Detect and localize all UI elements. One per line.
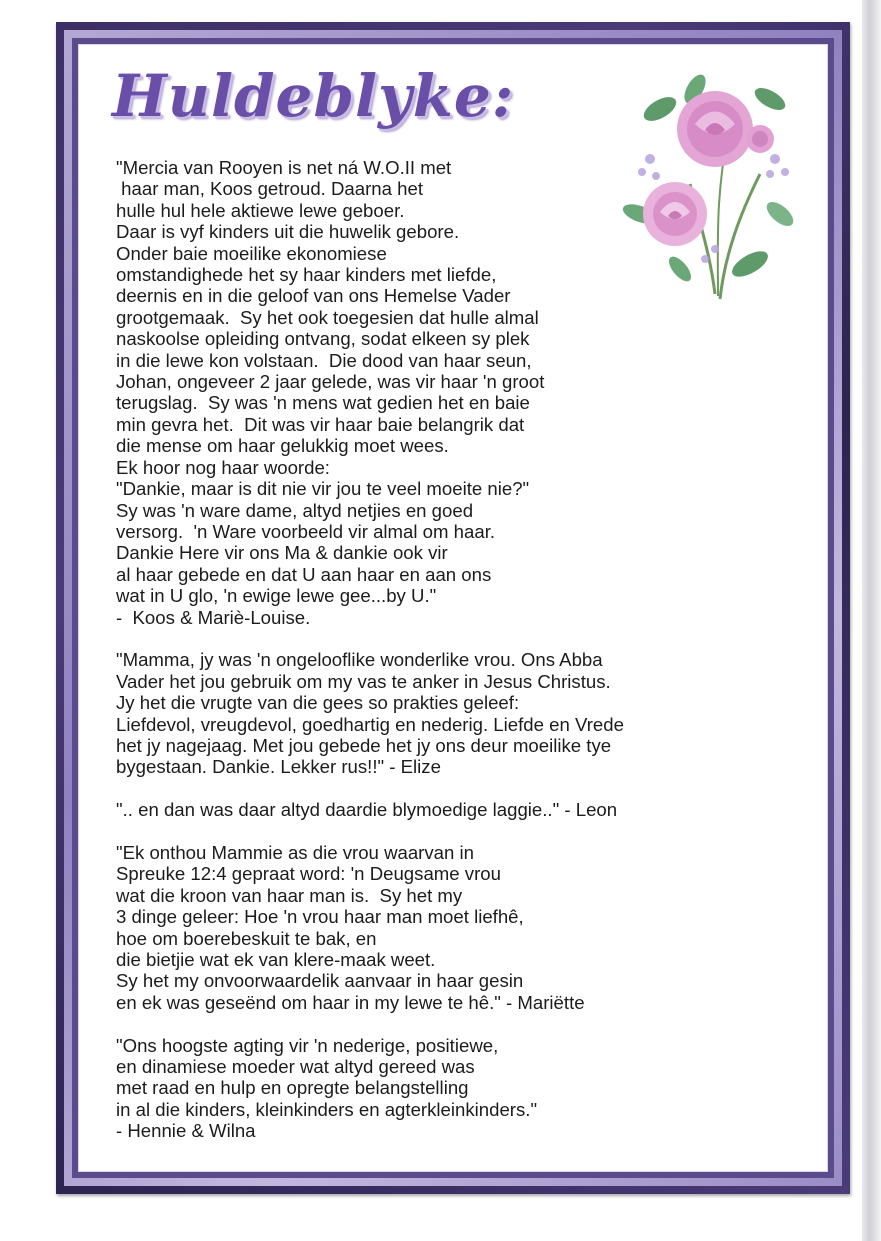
text-line: die bietjie wat ek van klere-maak weet. bbox=[116, 948, 436, 970]
text-line: Sy het my onvoorwaardelik aanvaar in haar gesin bbox=[116, 970, 524, 992]
text-line: - Hennie & Wilna bbox=[116, 1120, 256, 1142]
text-line: ".. en dan was daar altyd daardie blymoedige laggie.." - Leon bbox=[116, 799, 618, 821]
text-line: "Ek onthou Mammie as die vrou waarvan in bbox=[116, 841, 474, 863]
text-line: die mense om haar gelukkig moet wees. bbox=[116, 435, 449, 457]
text-line: versorg. 'n Ware voorbeeld vir almal om haar. bbox=[116, 520, 496, 542]
text-line: wat in U glo, 'n ewige lewe gee...by U." bbox=[116, 585, 437, 607]
tribute-koos-marie-louise bbox=[116, 157, 796, 628]
tribute-leon bbox=[116, 799, 796, 820]
paragraph-gap bbox=[116, 628, 796, 649]
text-line: Ek hoor nog haar woorde: bbox=[116, 456, 330, 478]
text-line: naskoolse opleiding ontvang, sodat elkeen sy plek bbox=[116, 328, 530, 350]
text-line: Liefdevol, vreugdevol, goedhartig en nederig. Liefde en Vrede bbox=[116, 713, 624, 735]
text-line: Sy was 'n ware dame, altyd netjies en goed bbox=[116, 499, 474, 521]
text-line: en dinamiese moeder wat altyd gereed was bbox=[116, 1056, 475, 1077]
text-line: Dankie Here vir ons Ma & dankie ook vir bbox=[116, 542, 448, 564]
text-line: en ek was geseënd om haar in my lewe te hê." - Mariëtte bbox=[116, 991, 585, 1013]
paragraph-gap bbox=[116, 778, 796, 799]
text-line: het jy nagejaag. Met jou gebede het jy ons deur moeilike tye bbox=[116, 734, 612, 756]
text-line: Onder baie moeilike ekonomiese bbox=[116, 242, 387, 264]
text-line: "Dankie, maar is dit nie vir jou te veel moeite nie?" bbox=[116, 478, 530, 500]
text-line: 3 dinge geleer: Hoe 'n vrou haar man moet liefhê, bbox=[116, 906, 524, 928]
page-edge bbox=[862, 0, 881, 1241]
text-line: "Ons hoogste agting vir 'n nederige, positiewe, bbox=[116, 1034, 499, 1056]
text-line: bygestaan. Dankie. Lekker rus!!" - Elize bbox=[116, 756, 441, 778]
text-line: omstandighede het sy haar kinders met liefde, bbox=[116, 264, 497, 286]
text-line: Spreuke 12:4 gepraat word: 'n Deugsame vrou bbox=[116, 863, 501, 885]
paragraph-gap bbox=[116, 821, 796, 842]
page-title: Huldeblyke: bbox=[112, 62, 515, 130]
tribute-hennie-wilna bbox=[116, 1035, 796, 1142]
tribute-elize bbox=[116, 649, 796, 777]
text-line: "Mamma, jy was 'n ongelooflike wonderlike vrou. Ons Abba bbox=[116, 649, 603, 671]
text-line: al haar gebede en dat U aan haar en aan ons bbox=[116, 563, 492, 585]
text-line: hoe om boerebeskuit te bak, en bbox=[116, 927, 377, 949]
text-line: met raad en hulp en opregte belangstelling bbox=[116, 1077, 469, 1099]
text-line: in die lewe kon volstaan. Die dood van haar seun, bbox=[116, 349, 532, 371]
text-line: Jy het die vrugte van die gees so prakties geleef: bbox=[116, 692, 520, 714]
text-line: in al die kinders, kleinkinders en agterkleinkinders." bbox=[116, 1098, 538, 1120]
text-line: - Koos & Mariè-Louise. bbox=[116, 606, 311, 628]
text-line: Johan, ongeveer 2 jaar gelede, was vir haar 'n groot bbox=[116, 371, 545, 393]
text-line: Daar is vyf kinders uit die huwelik gebore. bbox=[116, 221, 460, 243]
text-line: "Mercia van Rooyen is net ná W.O.II met bbox=[116, 157, 452, 178]
text-line: haar man, Koos getroud. Daarna het bbox=[116, 178, 423, 200]
text-line: grootgemaak. Sy het ook toegesien dat hulle almal bbox=[116, 306, 539, 328]
tributes-text bbox=[116, 157, 796, 1142]
tribute-mariette bbox=[116, 842, 796, 1013]
text-line: min gevra het. Dit was vir haar baie belangrik dat bbox=[116, 413, 525, 435]
text-line: wat die kroon van haar man is. Sy het my bbox=[116, 884, 463, 906]
text-line: Vader het jou gebruik om my vas te anker in Jesus Christus. bbox=[116, 670, 611, 692]
text-line: deernis en in die geloof van ons Hemelse Vader bbox=[116, 285, 511, 307]
text-line: hulle hul hele aktiewe lewe geboer. bbox=[116, 199, 405, 221]
text-line: terugslag. Sy was 'n mens wat gedien het en baie bbox=[116, 392, 530, 414]
paragraph-gap bbox=[116, 1013, 796, 1034]
